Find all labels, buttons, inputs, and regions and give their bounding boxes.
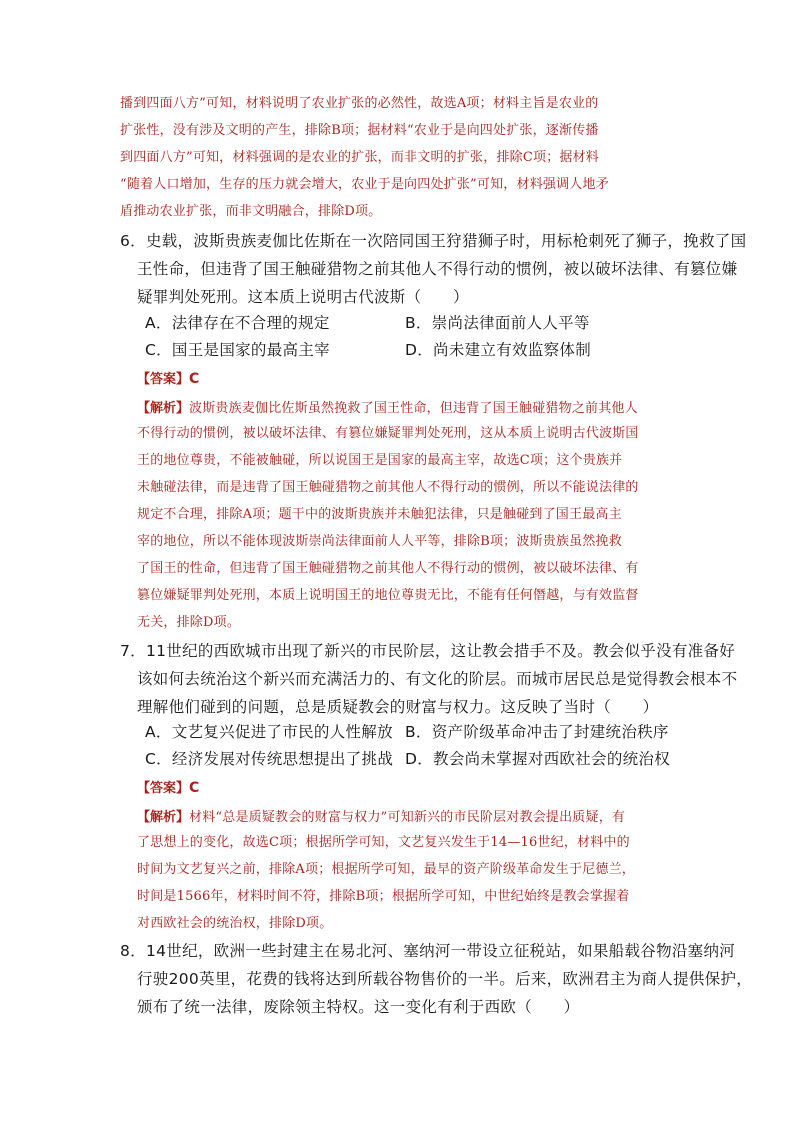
explanation-line: “随着人口增加，生存的压力就会增大，农业于是向四处扩张”可知，材料强调人地矛 (120, 177, 609, 192)
analysis-line: 波斯贵族麦伽比佐斯虽然挽救了国王性命，但违背了国王触碰猎物之前其他人 (189, 401, 638, 416)
answer-value: C (189, 371, 200, 387)
explanation-line: 扩张性，没有涉及文明的产生，排除B项；据材料“农业于是向四处扩张，逐渐传播 (120, 123, 599, 138)
answer-row (137, 780, 199, 796)
analysis-line: 时间是1566年，材料时间不符，排除B项；根据所学可知，中世纪始终是教会掌握着 (137, 889, 630, 904)
option-c: C．经济发展对传统思想提出了挑战 (145, 750, 394, 768)
question-stem-line: 疑罪判处死刑。这本质上说明古代波斯（ ） (137, 288, 469, 306)
question-stem-line: 7．11世纪的西欧城市出现了新兴的市民阶层，这让教会措手不及。教会似乎没有准备好 (120, 642, 736, 660)
answer-tag: 【答案】 (137, 372, 190, 387)
analysis-line: 材料“总是质疑教会的财富与权力”可知新兴的市民阶层对教会提出质疑，有 (189, 810, 626, 825)
analysis-tag: 【解析】 (137, 810, 190, 825)
option-a: A．文艺复兴促进了市民的人性解放 (145, 723, 393, 741)
analysis-line: 时间为文艺复兴之前，排除A项；根据所学可知，最早的资产阶级革命发生于尼德兰， (137, 862, 635, 877)
analysis-line: 宰的地位，所以不能体现波斯崇尚法律面前人人平等，排除B项；波斯贵族虽然挽救 (137, 534, 622, 549)
explanation-line: 盾推动农业扩张，而非文明融合，排除D项。 (120, 204, 382, 219)
analysis-line: 不得行动的惯例，被以破坏法律、有篡位嫌疑罪判处死刑，这从本质上说明古代波斯国 (137, 426, 639, 441)
analysis-first-line (137, 809, 625, 825)
answer-value: C (189, 780, 200, 796)
analysis-line: 了国王的性命，但违背了国王触碰猎物之前其他人不得行动的惯例，被以破坏法律、有 (137, 561, 639, 576)
question-stem-line: 颁布了统一法律，废除领主特权。这一变化有利于西欧（ ） (137, 998, 580, 1016)
option-b: B．崇尚法律面前人人平等 (405, 314, 590, 332)
question-stem-line: 该如何去统治这个新兴而充满活力的、有文化的阶层。而城市居民总是觉得教会根本不 (137, 670, 738, 688)
analysis-first-line (137, 400, 638, 416)
analysis-tag: 【解析】 (137, 401, 190, 416)
analysis-line: 对西欧社会的统治权，排除D项。 (137, 916, 333, 931)
question-stem-line: 行驶200英里，花费的钱将达到所载谷物售价的一半。后来，欧洲君主为商人提供保护， (137, 970, 753, 988)
option-a: A．法律存在不合理的规定 (145, 314, 330, 332)
analysis-line: 王的地位尊贵，不能被触碰，所以说国王是国家的最高主宰，故选C项；这个贵族并 (137, 453, 623, 468)
answer-tag: 【答案】 (137, 781, 190, 796)
analysis-line: 了思想上的变化，故选C项；根据所学可知，文艺复兴发生于14—16世纪，材料中的 (137, 835, 630, 850)
option-c: C．国王是国家的最高主宰 (145, 341, 330, 359)
analysis-line: 无关，排除D项。 (137, 615, 241, 630)
analysis-line: 规定不合理，排除A项；题干中的波斯贵族并未触犯法律，只是触碰到了国王最高主 (137, 507, 622, 522)
question-stem-line: 理解他们碰到的问题，总是质疑教会的财富与权力。这反映了当时（ ） (137, 698, 659, 716)
explanation-line: 播到四面八方”可知，材料说明了农业扩张的必然性，故选A项；材料主旨是农业的 (120, 96, 599, 111)
analysis-line: 未触碰法律，而是违背了国王触碰猎物之前其他人不得行动的惯例，所以不能说法律的 (137, 480, 639, 495)
explanation-line: 到四面八方”可知，材料强调的是农业的扩张，而非文明的扩张，排除C项；据材料 (120, 150, 599, 165)
answer-row (137, 371, 199, 387)
analysis-line: 篡位嫌疑罪判处死刑，本质上说明国王的地位尊贵无比，不能有任何僭越，与有效监督 (137, 588, 639, 603)
question-stem-line: 6．史载，波斯贵族麦伽比佐斯在一次陪同国王狩猎狮子时，用标枪刺死了狮子，挽救了国 (120, 232, 747, 250)
question-stem-line: 8．14世纪，欧洲一些封建主在易北河、塞纳河一带设立征税站，如果船载谷物沿塞纳河 (120, 942, 736, 960)
option-d: D．教会尚未掌握对西欧社会的统治权 (405, 750, 671, 768)
option-d: D．尚未建立有效监察体制 (405, 341, 592, 359)
question-stem-line: 王性命，但违背了国王触碰猎物之前其他人不得行动的惯例，被以破坏法律、有篡位嫌 (137, 260, 738, 278)
option-b: B．资产阶级革命冲击了封建统治秩序 (405, 723, 669, 741)
